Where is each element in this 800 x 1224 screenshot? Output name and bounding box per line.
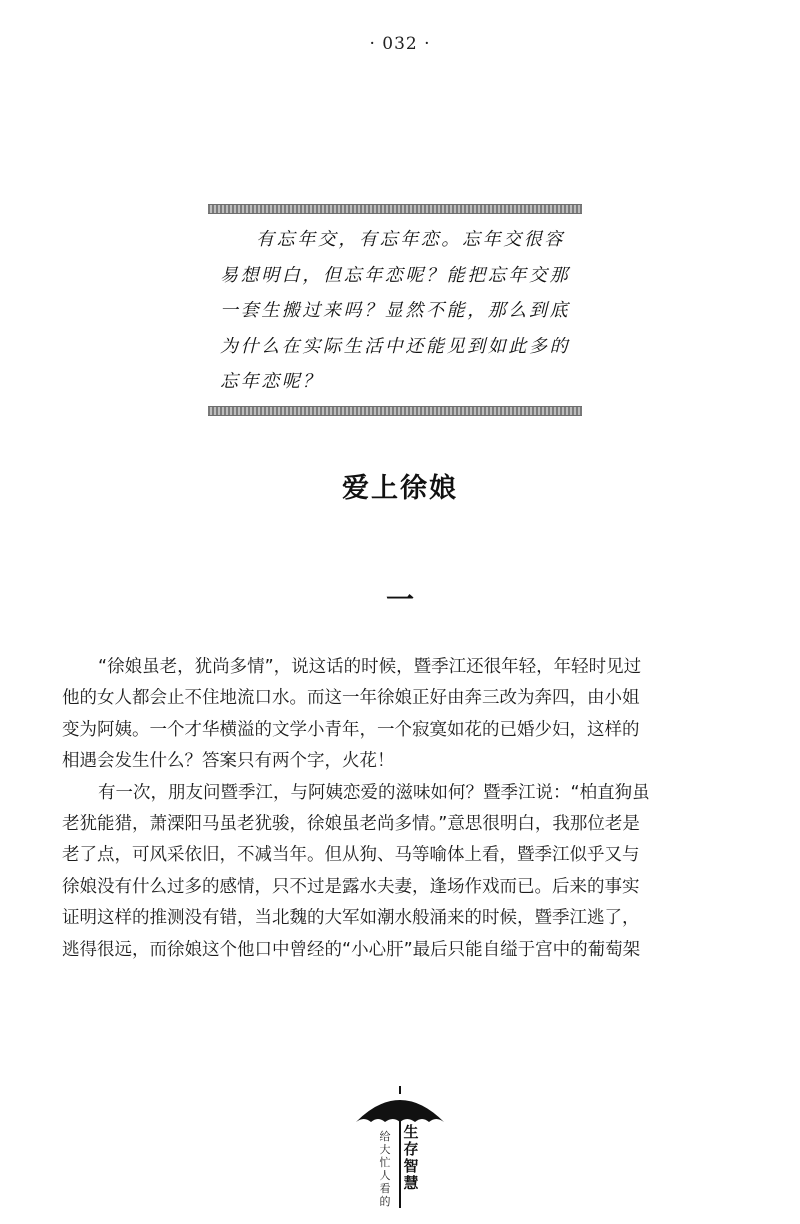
brand-subtitle [378,1130,392,1208]
epigraph-line: 有忘年交，有忘年恋。忘年交很容 [256,229,565,250]
body-line: 变为阿姨。一个才华横溢的文学小青年，一个寂寞如花的已婚少妇，这样的 [62,719,640,740]
brand-char: 智 [403,1157,419,1175]
body-line: 逃得很远，而徐娘这个他口中曾经的“小心肝”最后只能自缢于宫中的葡萄架 [62,939,641,960]
body-line: 徐娘没有什么过多的感情，只不过是露水夫妻，逢场作戏而已。后来的事实 [62,876,640,897]
body-line: 相遇会发生什么？答案只有两个字，火花！ [62,751,395,772]
brand-char: 慧 [403,1174,419,1192]
brand-sub-char: 的 [379,1195,391,1208]
section-number: 一 [385,583,414,616]
body-line: 他的女人都会止不住地流口水。而这一年徐娘正好由奔三改为奔四，由小姐 [62,688,640,709]
brand-sub-char: 看 [379,1182,391,1195]
body-line: 老了点，可风采依旧，不减当年。但从狗、马等喻体上看，暨季江似乎又与 [62,845,640,866]
body-line: 证明这样的推测没有错，当北魏的大军如潮水般涌来的时候，暨季江逃了， [62,908,640,929]
brand-char: 存 [403,1140,419,1158]
brand-sub-char: 大 [379,1143,391,1156]
brand-char: 生 [403,1123,419,1141]
epigraph-box [208,204,582,416]
brand-sub-char: 忙 [379,1156,391,1169]
epigraph-bottom-rule [208,406,582,416]
epigraph-line: 易想明白，但忘年恋呢？能把忘年交那 [220,264,571,286]
brand-sub-char: 给 [379,1130,391,1143]
umbrella-logo-icon [352,1084,448,1214]
epigraph-line: 忘年恋呢？ [220,371,323,392]
chapter-title: 爱上徐娘 [342,473,458,504]
body-line: “徐娘虽老，犹尚多情”，说这话的时候，暨季江还很年轻，年轻时见过 [98,657,642,677]
epigraph-text [208,214,582,406]
body-line: 老犹能猎，萧溧阳马虽老犹骏，徐娘虽老尚多情。”意思很明白，我那位老是 [62,813,640,834]
brand-sub-char: 人 [379,1169,391,1182]
epigraph-top-rule [208,204,582,214]
body-text [62,652,752,966]
epigraph-line: 为什么在实际生活中还能见到如此多的 [220,335,571,357]
page-number: · 032 · [369,34,431,54]
brand-title [402,1124,420,1192]
epigraph-line: 一套生搬过来吗？显然不能，那么到底 [220,300,571,321]
body-line: 有一次，朋友问暨季江，与阿姨恋爱的滋味如何？暨季江说：“柏直狗虽 [98,782,650,803]
